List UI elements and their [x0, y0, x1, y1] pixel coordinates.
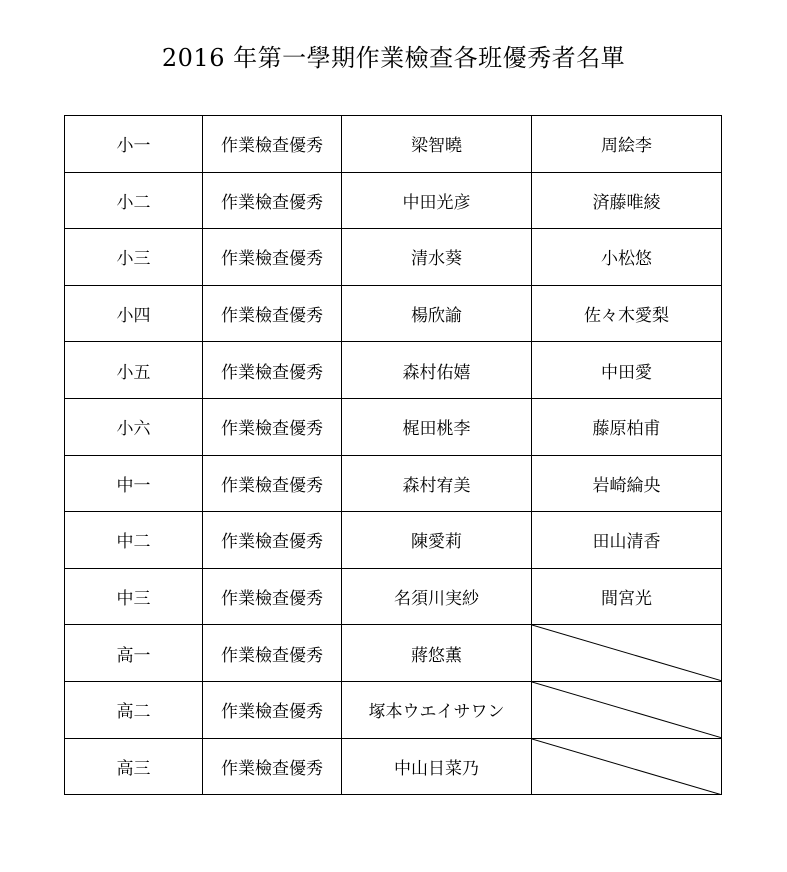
award-cell: 作業檢查優秀 — [203, 342, 342, 399]
award-cell: 作業檢查優秀 — [203, 285, 342, 342]
table-row — [65, 512, 722, 569]
student-name-cell: 森村佑嬉 — [342, 342, 532, 399]
student-name-cell: 梁智曉 — [342, 116, 532, 173]
student-name-cell: 済藤唯綾 — [532, 172, 722, 229]
table-row — [65, 738, 722, 795]
class-name-cell: 高一 — [65, 625, 203, 682]
student-name-cell: 周絵李 — [532, 116, 722, 173]
empty-cell-diagonal — [532, 738, 722, 795]
class-name-cell: 高二 — [65, 681, 203, 738]
student-name-cell: 中田光彦 — [342, 172, 532, 229]
class-name-cell: 高三 — [65, 738, 203, 795]
award-cell: 作業檢查優秀 — [203, 116, 342, 173]
diagonal-strike — [532, 682, 721, 738]
student-name-cell: 小松悠 — [532, 229, 722, 286]
student-name-cell: 岩崎綸央 — [532, 455, 722, 512]
diagonal-strike — [532, 625, 721, 681]
class-name-cell: 小二 — [65, 172, 203, 229]
award-cell: 作業檢查優秀 — [203, 625, 342, 682]
student-name-cell: 中山日菜乃 — [342, 738, 532, 795]
table-row — [65, 342, 722, 399]
student-name-cell: 陳愛莉 — [342, 512, 532, 569]
class-name-cell: 中三 — [65, 568, 203, 625]
student-name-cell: 楊欣諭 — [342, 285, 532, 342]
class-name-cell: 小六 — [65, 398, 203, 455]
award-cell: 作業檢查優秀 — [203, 455, 342, 512]
table-row — [65, 285, 722, 342]
honor-roll-table — [64, 115, 722, 795]
table-row — [65, 229, 722, 286]
student-name-cell: 中田愛 — [532, 342, 722, 399]
class-name-cell: 中二 — [65, 512, 203, 569]
empty-cell-diagonal — [532, 681, 722, 738]
table-row — [65, 116, 722, 173]
diagonal-strike — [532, 739, 721, 795]
award-cell: 作業檢查優秀 — [203, 512, 342, 569]
table-row — [65, 172, 722, 229]
table-row — [65, 681, 722, 738]
award-cell: 作業檢查優秀 — [203, 738, 342, 795]
student-name-cell: 清水葵 — [342, 229, 532, 286]
student-name-cell: 藤原柏甫 — [532, 398, 722, 455]
student-name-cell: 蔣悠薫 — [342, 625, 532, 682]
student-name-cell: 名須川実紗 — [342, 568, 532, 625]
class-name-cell: 小五 — [65, 342, 203, 399]
student-name-cell: 田山清香 — [532, 512, 722, 569]
student-name-cell: 間宮光 — [532, 568, 722, 625]
award-cell: 作業檢查優秀 — [203, 172, 342, 229]
student-name-cell: 佐々木愛梨 — [532, 285, 722, 342]
class-name-cell: 小三 — [65, 229, 203, 286]
student-name-cell: 梶田桃李 — [342, 398, 532, 455]
student-name-cell: 塚本ウエイサワン — [342, 681, 532, 738]
student-name-cell: 森村宥美 — [342, 455, 532, 512]
page-title: 2016 年第一學期作業檢查各班優秀者名單 — [161, 44, 626, 72]
award-cell: 作業檢查優秀 — [203, 568, 342, 625]
table-row — [65, 455, 722, 512]
class-name-cell: 小一 — [65, 116, 203, 173]
table-row — [65, 568, 722, 625]
award-cell: 作業檢查優秀 — [203, 681, 342, 738]
table-row — [65, 625, 722, 682]
table-row — [65, 398, 722, 455]
empty-cell-diagonal — [532, 625, 722, 682]
class-name-cell: 小四 — [65, 285, 203, 342]
award-cell: 作業檢查優秀 — [203, 398, 342, 455]
class-name-cell: 中一 — [65, 455, 203, 512]
award-cell: 作業檢查優秀 — [203, 229, 342, 286]
